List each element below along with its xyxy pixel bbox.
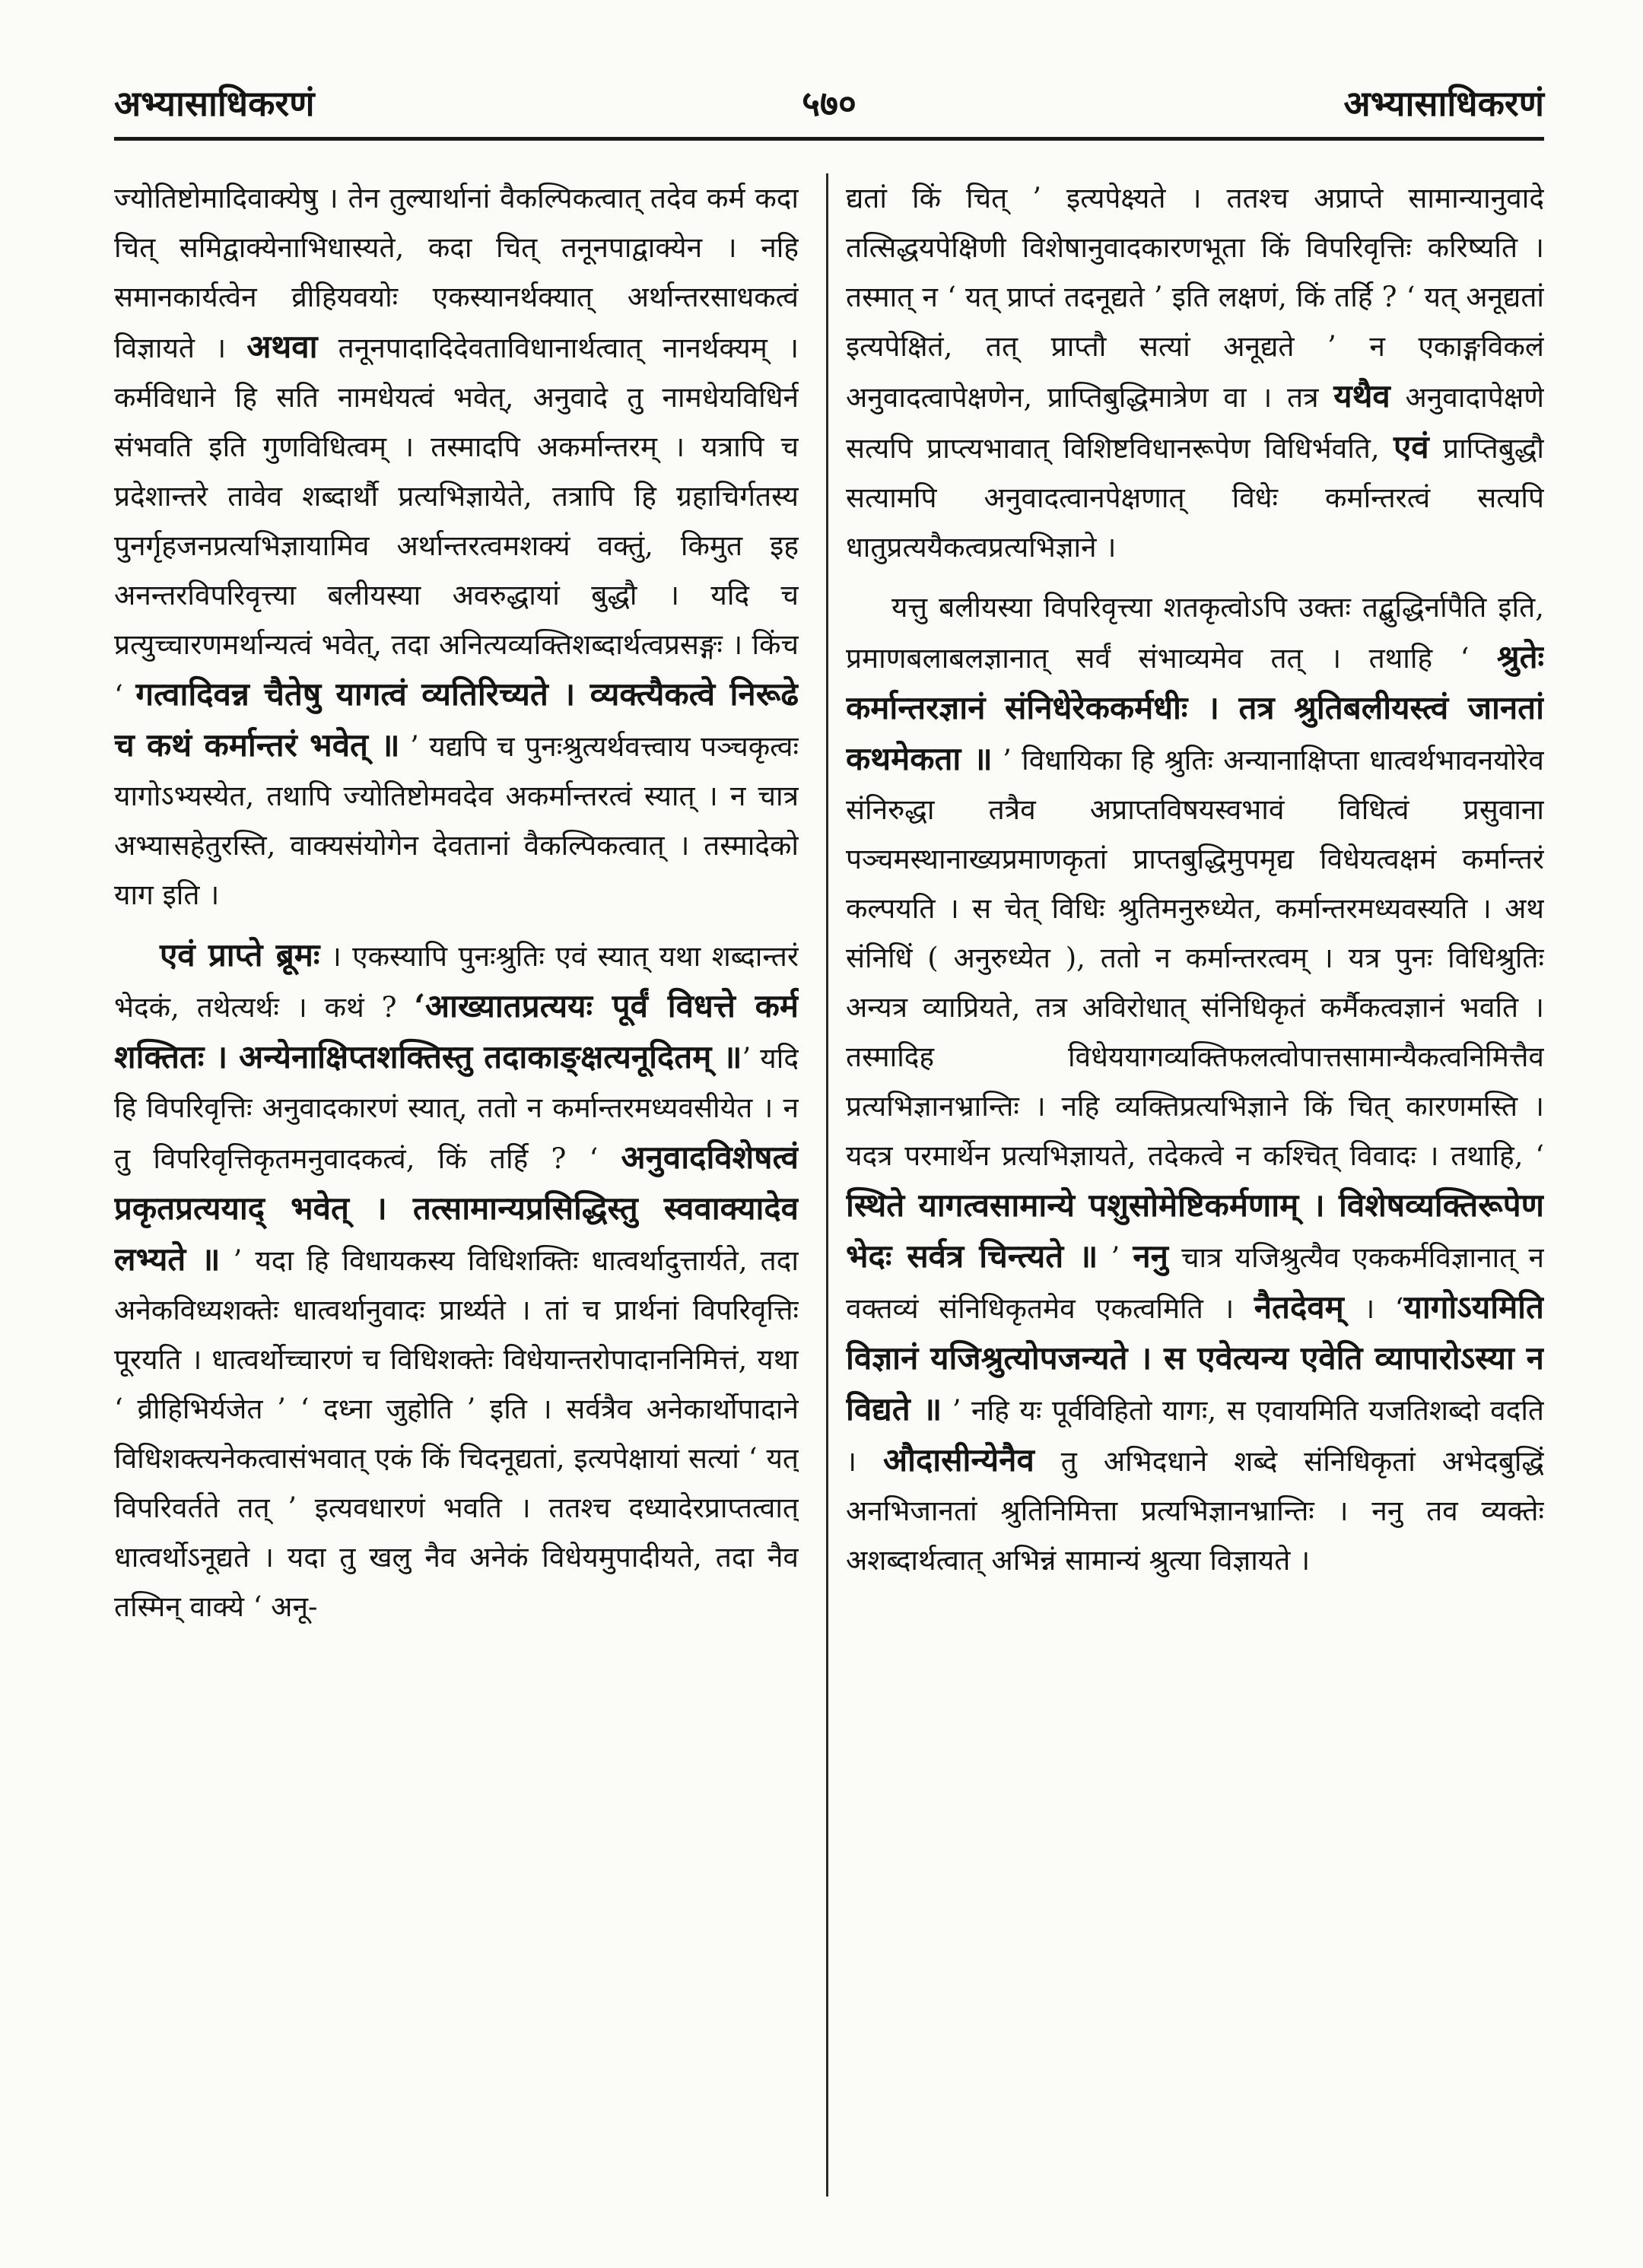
bold-verse-text: गत्वादिवन्न चैतेषु यागत्वं व्यतिरिच्यते । व्यक्त्यैकत्वे निरूढे च कथं कर्मान्तरं भवेत् ॥ (114, 675, 799, 764)
body-text: यत्तु बलीयस्या विपरिवृत्त्या शतकृत्वोऽपि उक्तः तद्बुद्धिर्नापैति इति, प्रमाणबलाबलज्ञानात् सर्वं संभाव्यमेव तत् । तथाहि ‘ (846, 591, 1544, 675)
paragraph (846, 173, 1544, 572)
body-text: ’ यदा हि विधायकस्य विधिशक्तिः धात्वर्थादुत्तार्यते, तदा अनेकविध्यशक्तेः धात्वर्थानुवादः प्रार्थ्यते । तां च प्रार्थनां विपरिवृत्तिः पूरयति । धात्वर्थोच्चारणं च विधिशक्तेः विधेयान्तरोपादाननिमित्तं, यथा ‘ व्रीहिभिर्यजेत ’ ‘ दध्ना जुहोति ’ इति । सर्वत्रैव अनेकार्थोपादाने विधिशक्त्यनेकत्वासंभवात् एकं किं चिदनूद्यतां, इत्यपेक्षायां सत्यां ‘ यत् विपरिवर्तते तत् ’ इत्यवधारणं भवति । ततश्च दध्यादेरप्राप्तत्वात् धात्वर्थोऽनूद्यते । यदा तु खलु नैव अनेकं विधेयमुपादीयते, तदा नैव तस्मिन् वाक्ये ‘ अनू- (114, 1244, 799, 1623)
body-text: ’ यद्यपि च पुनःश्रुत्यर्थवत्त्वाय पञ्चकृत्वः यागोऽभ्यस्येत, तथापि ज्योतिष्टोमवदेव अकर्मान्तरत्वं स्यात् । न चात्र अभ्यासहेतुरस्ति, वाक्यसंयोगेन देवतानां वैकल्पिकत्वात् । तस्मादेको याग इति । (114, 730, 799, 911)
bold-verse-text: एवं (1394, 428, 1429, 465)
body-text: ज्योतिष्टोमादिवाक्येषु । तेन तुल्यार्थानां वैकल्पिकत्वात् तदेव कर्म कदा चित् समिद्वाक्येनाभिधास्यते, कदा चित् तनूनपाद्वाक्येन । नहि समानकार्यत्वेन व्रीहियवयोः एकस्यानर्थक्यात् अर्थान्तरसाधकत्वं विज्ञायते । (114, 182, 799, 364)
bold-verse-text: यथैव (1333, 377, 1390, 415)
body-text: । ‘ (1343, 1292, 1404, 1325)
bold-verse-text: नैतदेवम् (1254, 1288, 1344, 1326)
paragraph (114, 173, 799, 920)
running-head-left: अभ्यासाधिकरणं (114, 83, 315, 124)
column-divider (826, 173, 828, 2197)
right-column (846, 173, 1544, 2197)
left-column (114, 173, 799, 2197)
body-text: ’ नहि यः पूर्वविहितो यागः, स एवायमिति यजतिशब्दो वदति । (846, 1394, 1544, 1478)
page-number: ५७० (802, 83, 856, 124)
body-text: तनूनपादादिदेवताविधानार्थत्वात् नानर्थक्यम् । कर्मविधाने हि सति नामधेयत्वं भवेत्, अनुवादे तु नामधेयविधिर्न संभवति इति गुणविधित्वम् । तस्मादपि अकर्मान्तरम् । यत्रापि च प्रदेशान्तरे तावेव शब्दार्थौ प्रत्यभिज्ञायेते, तत्रापि हि ग्रहाचिर्गतस्य पुनर्गृहजनप्रत्यभिज्ञायामिव अर्थान्तरत्वमशक्यं वक्तुं, किमुत इह अनन्तरविपरिवृत्त्या बलीयस्या अवरुद्धायां बुद्धौ । यदि च प्रत्युच्चारणमर्थान्यत्वं भवेत्, तदा अनित्यव्यक्तिशब्दार्थत्वप्रसङ्गः । किंच ‘ (114, 332, 799, 712)
bold-verse-text: औदासीन्येनैव (882, 1441, 1034, 1479)
running-head-right: अभ्यासाधिकरणं (1343, 83, 1544, 124)
bold-verse-text: अथवा (246, 328, 318, 365)
body-text: चात्र यजिश्रुत्यैव एककर्मविज्ञानात् न वक्तव्यं संनिधिकृतमेव एकत्वमिति । (846, 1241, 1544, 1325)
paragraph (846, 583, 1544, 1585)
bold-verse-text: ‘आख्यातप्रत्ययः पूर्वं विधत्ते कर्म शक्तितः । अन्येनाक्षिप्तशक्तिस्तु तदाकाङ्क्षत्यनूदितम् ॥ (114, 987, 799, 1075)
header-rule (114, 137, 1544, 141)
page-header (114, 76, 1544, 131)
bold-verse-text: एवं प्राप्ते ब्रूमः (160, 936, 320, 974)
body-text: । एकस्यापि पुनःश्रुतिः एवं स्यात् यथा शब्दान्तरं भेदकं, तथेत्यर्थः । कथं ? (114, 940, 799, 1024)
body-text: ’ यदि हि विपरिवृत्तिः अनुवादकारणं स्यात्, ततो न कर्मान्तरमध्यवसीयेत । न तु विपरिवृत्तिकृतमनुवादकत्वं, किं तर्हि ? ‘ (114, 1042, 799, 1175)
body-text: ’ विधायिका हि श्रुतिः अन्यानाक्षिप्ता धात्वर्थभावनयोरेव संनिरुद्धा तत्रैव अप्राप्तविषयस्वभावं विधित्वं प्रसुवाना पञ्चमस्थानाख्यप्रमाणकृतां प्राप्तबुद्धिमुपमृद्य विधेयत्वक्षमं कर्मान्तरं कल्पयति । स चेत् विधिः श्रुतिमनुरुध्येत, कर्मान्तरमध्यवस्यति । अथ संनिधिं ( अनुरुध्येत ), ततो न कर्मान्तरत्वम् । यत्र पुनः विधिश्रुतिः अन्यत्र व्याप्रियते, तत्र अविरोधात् संनिधिकृतं कर्मैकत्वज्ञानं भवति । तस्मादिह विधेययागव्यक्तिफलत्वोपात्तसामान्यैकत्वनिमित्तैव प्रत्यभिज्ञानभ्रान्तिः । नहि व्यक्तिप्रत्यभिज्ञाने किं चित् कारणमस्ति । यदत्र परमार्थेन प्रत्यभिज्ञायते, तदेकत्वे न कश्चित् विवादः । तथाहि, ‘ (846, 744, 1544, 1172)
body-text: द्यतां किं चित् ’ इत्यपेक्ष्यते । ततश्च अप्राप्ते सामान्यानुवादे तत्सिद्धयपेक्षिणी विशेषानुवादकारणभूता किं विपरिवृत्तिः करिष्यति । तस्मात् न ‘ यत् प्राप्तं तदनूद्यते ’ इति लक्षणं, किं तर्हि ? ‘ यत् अनूद्यतां इत्यपेक्षितं, तत् प्राप्तौ सत्यां अनूद्यते ’ न एकाङ्गविकलं अनुवादत्वापेक्षणेन, प्राप्तिबुद्धिमात्रेण वा । तत्र (846, 182, 1544, 414)
paragraph (114, 930, 799, 1631)
bold-verse-text: श्रुतेः कर्मान्तरज्ञानं संनिधेरेककर्मधीः । तत्र श्रुतिबलीयस्त्वं जानतां कथमेकता ॥ (846, 638, 1544, 777)
body-text: प्राप्तिबुद्धौ सत्यामपि अनुवादत्वानपेक्षणात् विधेः कर्मान्तरत्वं सत्यपि धातुप्रत्ययैकत्वप्रत्यभिज्ञाने । (846, 432, 1544, 564)
body-text: ’ (1098, 1241, 1133, 1274)
bold-verse-text: स्थिते यागत्वसामान्ये पशुसोमेष्टिकर्मणाम् । विशेषव्यक्तिरूपेण भेदः सर्वत्र चिन्त्यते ॥ (846, 1186, 1544, 1275)
bold-verse-text: अनुवादविशेषत्वं प्रकृतप्रत्ययाद् भवेत् । तत्सामान्यप्रसिद्धिस्तु स्ववाक्यादेव लभ्यते ॥ (114, 1139, 799, 1278)
body-text: अनुवादापेक्षणे सत्यपि प्राप्त्यभावात् विशिष्टविधानरूपेण विधिर्भवति, (846, 381, 1544, 465)
bold-verse-text: ननु (1133, 1237, 1168, 1275)
body-text: तु अभिदधाने शब्दे संनिधिकृतां अभेदबुद्धिं अनभिजानतां श्रुतिनिमित्ता प्रत्यभिज्ञानभ्रान्तिः । ननु तव व्यक्तेः अशब्दार्थत्वात् अभिन्नं सामान्यं श्रुत्या विज्ञायते । (846, 1445, 1544, 1577)
bold-verse-text: यागोऽयमिति विज्ञानं यजिश्रुत्योपजन्यते । स एवेत्यन्य एवेति व्यापारोऽस्या न विद्यते ॥ (846, 1288, 1544, 1428)
